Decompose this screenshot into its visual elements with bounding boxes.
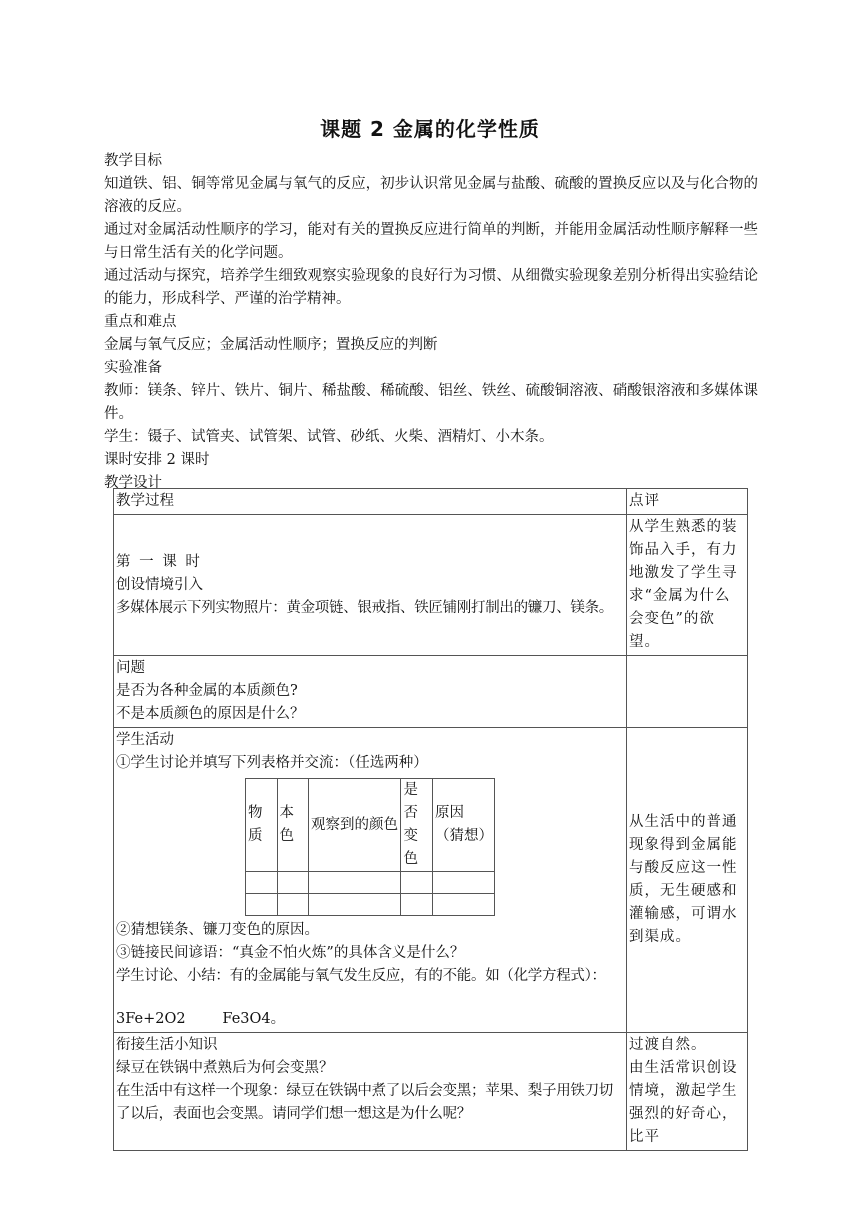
life-question: 绿豆在铁锅中煮熟后为何会变黑？ xyxy=(116,1060,334,1076)
obs-col-color: 本色 xyxy=(277,779,309,872)
chemical-equation: 3Fe+2O2 Fe3O4。 xyxy=(116,1011,286,1027)
schedule-text: 课时安排 2 课时 xyxy=(104,452,210,468)
table-header-row xyxy=(114,489,748,515)
question-heading: 问题 xyxy=(116,660,145,676)
process-cell-intro xyxy=(114,515,627,656)
observation-empty-row xyxy=(246,894,495,916)
obs-cell xyxy=(246,872,278,894)
question-1: 是否为各种金属的本质颜色? xyxy=(116,683,298,699)
obs-col-observed: 观察到的颜色 xyxy=(309,779,401,872)
document-title: 课题 2 金属的化学性质 xyxy=(320,117,540,141)
obs-cell xyxy=(401,872,433,894)
activity-summary: 学生讨论、小结：有的金属能与氧气发生反应，有的不能。如（化学方程式）： xyxy=(116,968,606,984)
obs-cell xyxy=(277,872,309,894)
section-heading-design: 教学设计 xyxy=(104,475,162,491)
comment-cell-activity: 从生活中的普通现象得到金属能与酸反应这一性质，无生硬感和灌输感，可谓水到渠成。 xyxy=(627,728,748,1033)
activity-step-1: ①学生讨论并填写下列表格并交流：（任选两种） xyxy=(116,755,428,771)
header-process: 教学过程 xyxy=(114,489,627,515)
comment-context: 由生活常识创设情境，激起学生强烈的好奇心，比平 xyxy=(629,1060,738,1145)
process-cell-life-knowledge xyxy=(114,1033,627,1151)
observation-table xyxy=(245,778,495,916)
lesson-label: 第 一 课 时 xyxy=(116,553,202,570)
table-row xyxy=(114,656,748,728)
process-cell-activity xyxy=(114,728,627,1033)
obs-cell xyxy=(432,894,494,916)
obs-cell xyxy=(277,894,309,916)
obs-col-substance: 物质 xyxy=(246,779,278,872)
header-comment: 点评 xyxy=(627,489,748,515)
observation-header-row xyxy=(246,779,495,872)
section-heading-objectives: 教学目标 xyxy=(104,153,162,169)
objective-paragraph-1: 知道铁、铝、铜等常见金属与氧气的反应，初步认识常见金属与盐酸、硫酸的置换反应以及与化合物的溶液的反应。 xyxy=(104,176,758,215)
section-heading-key-points: 重点和难点 xyxy=(104,314,177,330)
comment-transition: 过渡自然。 xyxy=(629,1037,707,1053)
obs-cell xyxy=(309,872,401,894)
table-row xyxy=(114,728,748,1033)
intro-heading: 创设情境引入 xyxy=(116,576,203,593)
obs-col-changed: 是否变色 xyxy=(401,779,433,872)
comment-cell-question xyxy=(627,656,748,728)
table-row xyxy=(114,1033,748,1151)
spacer xyxy=(116,988,624,1008)
activity-heading: 学生活动 xyxy=(116,732,174,748)
obs-cell xyxy=(401,894,433,916)
teaching-design-table xyxy=(113,488,748,1151)
life-heading: 衔接生活小知识 xyxy=(116,1037,218,1053)
observation-empty-row xyxy=(246,872,495,894)
obs-col-reason: 原因（猜想） xyxy=(432,779,494,872)
activity-step-2: ②猜想镁条、镰刀变色的原因。 xyxy=(116,922,319,938)
question-2: 不是本质颜色的原因是什么？ xyxy=(116,706,305,722)
intro-text: 多媒体展示下列实物照片：黄金项链、银戒指、铁匠铺刚打制出的镰刀、镁条。 xyxy=(116,599,613,616)
section-heading-preparation: 实验准备 xyxy=(104,360,162,376)
table-row xyxy=(114,515,748,656)
comment-cell-intro: 从学生熟悉的装饰品入手，有力地激发了学生寻求“金属为什么会变色”的欲望。 xyxy=(627,515,748,656)
comment-cell-life-knowledge xyxy=(627,1033,748,1151)
key-points-text: 金属与氧气反应；金属活动性顺序；置换反应的判断 xyxy=(104,337,438,353)
activity-step-3: ③链接民间谚语：“真金不怕火炼”的具体含义是什么？ xyxy=(116,945,465,961)
obs-cell xyxy=(432,872,494,894)
objective-paragraph-3: 通过活动与探究，培养学生细致观察实验现象的良好行为习惯、从细微实验现象差别分析得出实验结论的能力，形成科学、严谨的治学精神。 xyxy=(104,268,758,307)
obs-cell xyxy=(309,894,401,916)
objective-paragraph-2: 通过对金属活动性顺序的学习，能对有关的置换反应进行简单的判断，并能用金属活动性顺序解释一些与日常生活有关的化学问题。 xyxy=(104,222,758,261)
intro-text xyxy=(104,150,758,495)
student-materials: 学生：镊子、试管夹、试管架、试管、砂纸、火柴、酒精灯、小木条。 xyxy=(104,429,554,445)
life-text: 在生活中有这样一个现象：绿豆在铁锅中煮了以后会变黑；苹果、梨子用铁刀切了以后，表面也会变黑。请同学们想一想这是为什么呢？ xyxy=(116,1083,613,1122)
obs-cell xyxy=(246,894,278,916)
process-cell-question xyxy=(114,656,627,728)
teacher-materials: 教师：镁条、锌片、铁片、铜片、稀盐酸、稀硫酸、铝丝、铁丝、硫酸铜溶液、硝酸银溶液和多媒体课件。 xyxy=(104,383,758,422)
